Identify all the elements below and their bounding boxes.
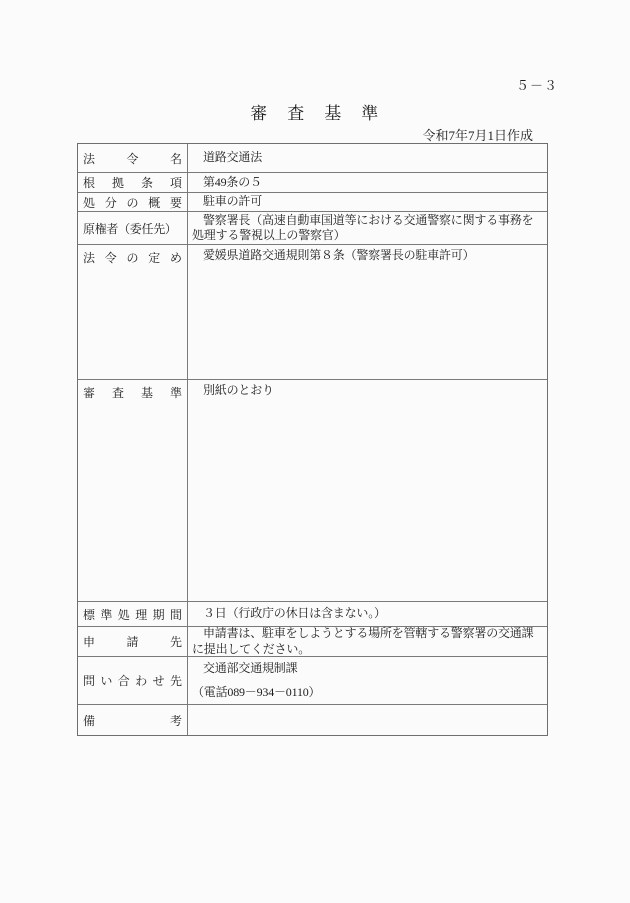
table-row-inquiry-contact <box>78 656 547 704</box>
row-value-text: 道路交通法 <box>203 150 263 165</box>
table-row-remarks <box>78 704 547 735</box>
row-value <box>188 657 547 704</box>
contact-department-text: 交通部交通規制課 <box>203 661 298 675</box>
page-title: 審 査 基 準 <box>250 104 380 123</box>
created-date: 令和7年7月1日作成 <box>422 128 533 143</box>
row-value-text: 警察署長（高速自動車国道等における交通警察に関する事務を処理する警視以上の警察官） <box>192 212 534 242</box>
row-label <box>78 193 188 211</box>
row-value-text: 申請書は、駐車をしようとする場所を管轄する警察署の交通課に提出してください。 <box>192 626 534 656</box>
row-label <box>78 602 188 626</box>
row-label-text: 問い合わせ先 <box>83 674 182 688</box>
row-value <box>188 144 547 172</box>
row-label-text: 審査基準 <box>83 386 182 400</box>
row-label-text: 法令の定め <box>83 251 182 265</box>
row-label-text: 根拠条項 <box>83 176 182 190</box>
row-value-text: 愛媛県道路交通規則第８条（警察署長の駐車許可） <box>203 248 475 262</box>
table-row-basis-article <box>78 172 547 192</box>
row-value <box>188 627 547 656</box>
row-value-text: 別紙のとおり <box>203 383 274 397</box>
row-label <box>78 627 188 656</box>
table-row-disposition-summary <box>78 192 547 211</box>
table-row-legal-provision <box>78 244 547 379</box>
row-label <box>78 380 188 601</box>
table-row-application-destination <box>78 626 547 656</box>
row-label <box>78 245 188 379</box>
row-label <box>78 144 188 172</box>
table-row-examination-criteria <box>78 379 547 601</box>
contact-phone-text: （電話089－934－0110） <box>192 684 321 699</box>
row-value-text: 第49条の５ <box>203 174 262 189</box>
row-label-text: 備考 <box>83 713 182 728</box>
table-row-original-authority <box>78 211 547 244</box>
row-label-text: 法令名 <box>83 151 182 166</box>
row-value-text: ３日（行政庁の休日は含まない。） <box>203 606 386 621</box>
row-value <box>188 705 547 735</box>
row-label-text: 処分の概要 <box>83 195 182 210</box>
table-row-standard-processing-period <box>78 601 547 626</box>
row-value <box>188 173 547 192</box>
row-value <box>188 193 547 211</box>
row-label-text: 申請先 <box>83 635 182 649</box>
row-label <box>78 705 188 735</box>
row-value <box>188 212 547 244</box>
row-value <box>188 245 547 379</box>
table-row-law-name <box>78 144 547 172</box>
row-label <box>78 173 188 192</box>
row-value-text: 駐車の許可 <box>203 194 263 209</box>
row-label <box>78 212 188 244</box>
row-value <box>188 380 547 601</box>
row-value <box>188 602 547 626</box>
criteria-table <box>77 143 548 736</box>
row-label-text: 原権者（委任先） <box>83 221 177 236</box>
doc-number: ５－３ <box>515 78 558 93</box>
row-label <box>78 657 188 704</box>
row-label-text: 標準処理期間 <box>83 607 182 622</box>
